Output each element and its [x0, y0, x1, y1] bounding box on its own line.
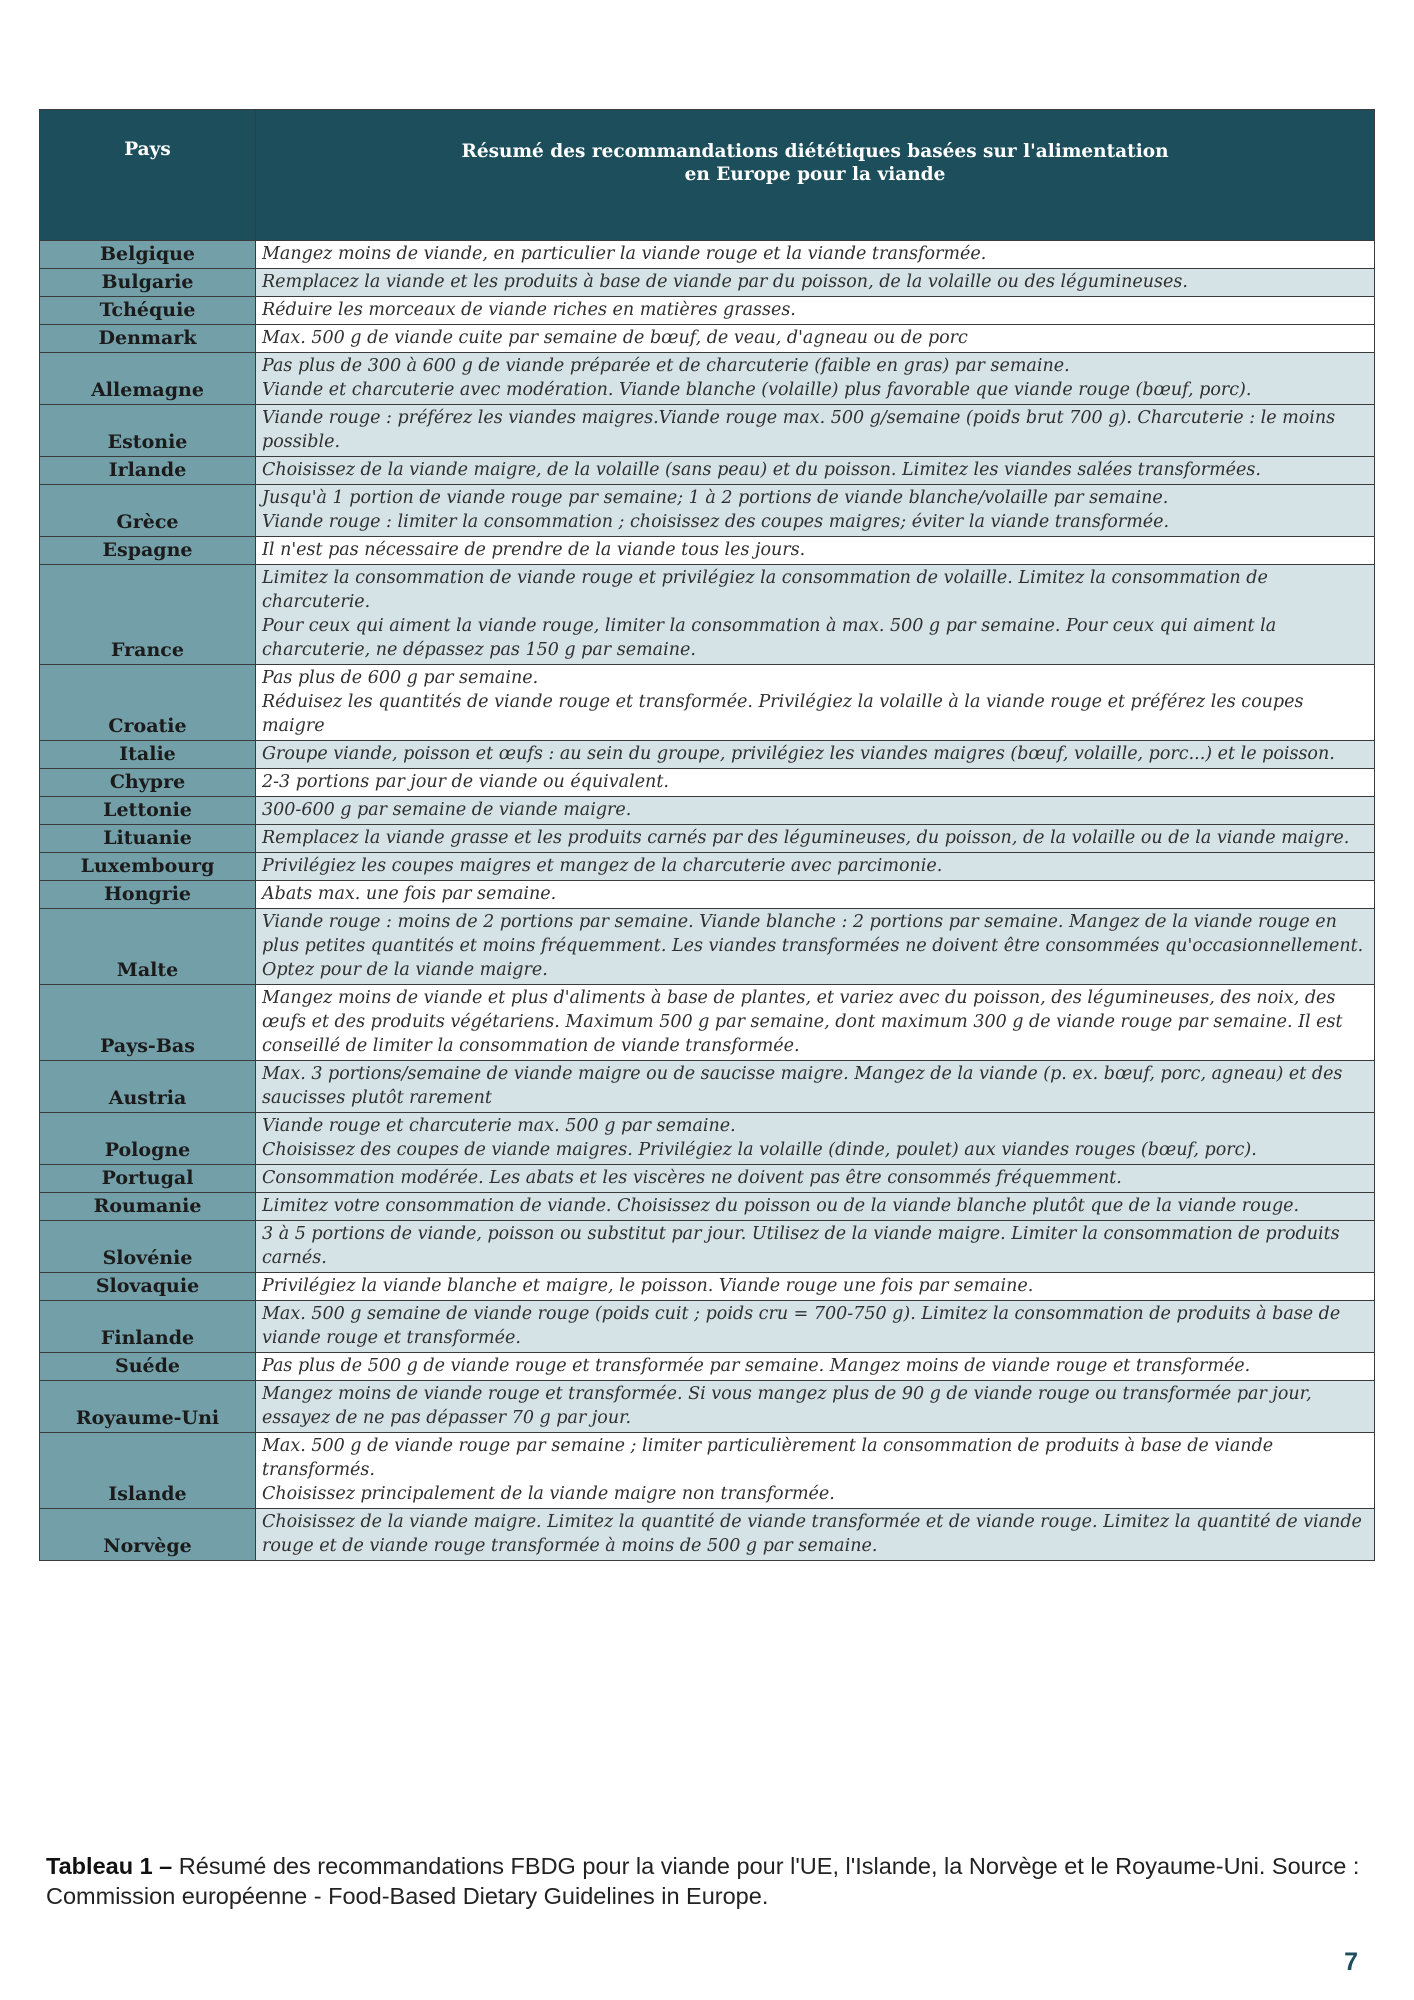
- country-cell: Roumanie: [40, 1193, 256, 1221]
- recommendation-cell: Viande rouge et charcuterie max. 500 g par semaine. Choisissez des coupes de viande maigres. Privilégiez la volaille (dinde, poulet) aux viandes rouges (bœuf, porc).: [256, 1113, 1375, 1165]
- table-row: [40, 1301, 1375, 1353]
- recommendation-cell: Mangez moins de viande et plus d'aliments à base de plantes, et variez avec du poisson, des légumineuses, des noix, des œufs et des produits végétariens. Maximum 500 g par semaine, dont maximum 300 g de viande rouge par semaine. Il est conseillé de limiter la consommation de viande transformée.: [256, 985, 1375, 1061]
- table-row: [40, 769, 1375, 797]
- recommendation-cell: Choisissez de la viande maigre. Limitez la quantité de viande transformée et de viande rouge. Limitez la quantité de viande rouge et de viande rouge transformée à moins de 500 g par semaine.: [256, 1509, 1375, 1561]
- recommendation-cell: Max. 500 g de viande rouge par semaine ; limiter particulièrement la consommation de produits à base de viande transformés. Choisissez principalement de la viande maigre non transformée.: [256, 1433, 1375, 1509]
- country-cell: Chypre: [40, 769, 256, 797]
- table-row: [40, 665, 1375, 741]
- table-row: [40, 241, 1375, 269]
- recommendation-cell: Remplacez la viande et les produits à base de viande par du poisson, de la volaille ou des légumineuses.: [256, 269, 1375, 297]
- recommendation-cell: 3 à 5 portions de viande, poisson ou substitut par jour. Utilisez de la viande maigre. Limiter la consommation de produits carnés.: [256, 1221, 1375, 1273]
- country-cell: Slovénie: [40, 1221, 256, 1273]
- table-row: [40, 909, 1375, 985]
- recommendation-cell: Max. 500 g semaine de viande rouge (poids cuit ; poids cru = 700-750 g). Limitez la consommation de produits à base de viande rouge et transformée.: [256, 1301, 1375, 1353]
- country-cell: Luxembourg: [40, 853, 256, 881]
- country-cell: Belgique: [40, 241, 256, 269]
- recommendation-cell: Jusqu'à 1 portion de viande rouge par semaine; 1 à 2 portions de viande blanche/volaille par semaine. Viande rouge : limiter la consommation ; choisissez des coupes maigres; éviter la viande transformée.: [256, 485, 1375, 537]
- recommendation-cell: Max. 3 portions/semaine de viande maigre ou de saucisse maigre. Mangez de la viande (p. ex. bœuf, porc, agneau) et des saucisses plutôt rarement: [256, 1061, 1375, 1113]
- recommendation-cell: Groupe viande, poisson et œufs : au sein du groupe, privilégiez les viandes maigres (bœuf, volaille, porc...) et le poisson.: [256, 741, 1375, 769]
- country-cell: Royaume-Uni: [40, 1381, 256, 1433]
- country-cell: Austria: [40, 1061, 256, 1113]
- table-row: [40, 1113, 1375, 1165]
- recommendation-cell: Réduire les morceaux de viande riches en matières grasses.: [256, 297, 1375, 325]
- recommendation-cell: Pas plus de 600 g par semaine. Réduisez les quantités de viande rouge et transformée. Privilégiez la volaille à la viande rouge et préférez les coupes maigre: [256, 665, 1375, 741]
- table-row: [40, 353, 1375, 405]
- table-row: [40, 485, 1375, 537]
- table-row: [40, 741, 1375, 769]
- table-caption: [46, 1851, 1376, 1911]
- recommendation-cell: Privilégiez les coupes maigres et mangez de la charcuterie avec parcimonie.: [256, 853, 1375, 881]
- table-row: [40, 825, 1375, 853]
- recommendation-cell: Il n'est pas nécessaire de prendre de la viande tous les jours.: [256, 537, 1375, 565]
- table-row: [40, 881, 1375, 909]
- caption-label: Tableau 1 –: [46, 1853, 173, 1879]
- country-cell: France: [40, 565, 256, 665]
- country-cell: Italie: [40, 741, 256, 769]
- table-row: [40, 1165, 1375, 1193]
- recommendation-cell: Max. 500 g de viande cuite par semaine de bœuf, de veau, d'agneau ou de porc: [256, 325, 1375, 353]
- meat-guidelines-table: [39, 109, 1375, 1561]
- recommendation-cell: Abats max. une fois par semaine.: [256, 881, 1375, 909]
- country-cell: Denmark: [40, 325, 256, 353]
- table-row: [40, 457, 1375, 485]
- recommendation-cell: Viande rouge : moins de 2 portions par semaine. Viande blanche : 2 portions par semaine. Mangez de la viande rouge en plus petites quantités et moins fréquemment. Les viandes transformées ne doivent être consommées qu'occasionnellement. Optez pour de la viande maigre.: [256, 909, 1375, 985]
- table-row: [40, 297, 1375, 325]
- recommendation-cell: Pas plus de 300 à 600 g de viande préparée et de charcuterie (faible en gras) par semaine. Viande et charcuterie avec modération. Viande blanche (volaille) plus favorable que viande rouge (bœuf, porc).: [256, 353, 1375, 405]
- country-cell: Grèce: [40, 485, 256, 537]
- header-summary: Résumé des recommandations diététiques basées sur l'alimentation en Europe pour la viande: [256, 110, 1375, 241]
- table-row: [40, 325, 1375, 353]
- table-body: [40, 241, 1375, 1561]
- country-cell: Suéde: [40, 1353, 256, 1381]
- table-row: [40, 537, 1375, 565]
- country-cell: Allemagne: [40, 353, 256, 405]
- recommendation-cell: 300-600 g par semaine de viande maigre.: [256, 797, 1375, 825]
- table-row: [40, 1061, 1375, 1113]
- country-cell: Lettonie: [40, 797, 256, 825]
- table-row: [40, 985, 1375, 1061]
- country-cell: Tchéquie: [40, 297, 256, 325]
- table-row: [40, 1353, 1375, 1381]
- country-cell: Espagne: [40, 537, 256, 565]
- table-header-row: [40, 110, 1375, 241]
- table-row: [40, 853, 1375, 881]
- country-cell: Pays-Bas: [40, 985, 256, 1061]
- table-row: [40, 269, 1375, 297]
- table-row: [40, 1221, 1375, 1273]
- page-number: 7: [1344, 1948, 1358, 1976]
- country-cell: Slovaquie: [40, 1273, 256, 1301]
- country-cell: Finlande: [40, 1301, 256, 1353]
- country-cell: Bulgarie: [40, 269, 256, 297]
- recommendation-cell: Remplacez la viande grasse et les produits carnés par des légumineuses, du poisson, de la volaille ou de la viande maigre.: [256, 825, 1375, 853]
- recommendation-cell: Choisissez de la viande maigre, de la volaille (sans peau) et du poisson. Limitez les viandes salées transformées.: [256, 457, 1375, 485]
- country-cell: Pologne: [40, 1113, 256, 1165]
- header-country: Pays: [40, 110, 256, 241]
- country-cell: Lituanie: [40, 825, 256, 853]
- table-row: [40, 1433, 1375, 1509]
- recommendation-cell: Mangez moins de viande rouge et transformée. Si vous mangez plus de 90 g de viande rouge ou transformée par jour, essayez de ne pas dépasser 70 g par jour.: [256, 1381, 1375, 1433]
- country-cell: Croatie: [40, 665, 256, 741]
- country-cell: Hongrie: [40, 881, 256, 909]
- table-row: [40, 565, 1375, 665]
- recommendation-cell: Pas plus de 500 g de viande rouge et transformée par semaine. Mangez moins de viande rouge et transformée.: [256, 1353, 1375, 1381]
- recommendation-cell: Privilégiez la viande blanche et maigre, le poisson. Viande rouge une fois par semaine.: [256, 1273, 1375, 1301]
- country-cell: Estonie: [40, 405, 256, 457]
- recommendation-cell: Mangez moins de viande, en particulier la viande rouge et la viande transformée.: [256, 241, 1375, 269]
- table-row: [40, 1509, 1375, 1561]
- table-row: [40, 1381, 1375, 1433]
- country-cell: Irlande: [40, 457, 256, 485]
- table-row: [40, 797, 1375, 825]
- table-row: [40, 405, 1375, 457]
- table-row: [40, 1273, 1375, 1301]
- country-cell: Portugal: [40, 1165, 256, 1193]
- recommendation-cell: Limitez la consommation de viande rouge et privilégiez la consommation de volaille. Limitez la consommation de charcuterie. Pour ceux qui aiment la viande rouge, limiter la consommation à max. 500 g par semaine. Pour ceux qui aiment la charcuterie, ne dépassez pas 150 g par semaine.: [256, 565, 1375, 665]
- country-cell: Malte: [40, 909, 256, 985]
- recommendation-cell: Consommation modérée. Les abats et les viscères ne doivent pas être consommés fréquemment.: [256, 1165, 1375, 1193]
- recommendation-cell: Viande rouge : préférez les viandes maigres.Viande rouge max. 500 g/semaine (poids brut 700 g). Charcuterie : le moins possible.: [256, 405, 1375, 457]
- recommendation-cell: 2-3 portions par jour de viande ou équivalent.: [256, 769, 1375, 797]
- recommendation-cell: Limitez votre consommation de viande. Choisissez du poisson ou de la viande blanche plutôt que de la viande rouge.: [256, 1193, 1375, 1221]
- country-cell: Norvège: [40, 1509, 256, 1561]
- table-row: [40, 1193, 1375, 1221]
- caption-text: Résumé des recommandations FBDG pour la viande pour l'UE, l'Islande, la Norvège et le Royaume-Uni. Source : Commission européenne - Food-Based Dietary Guidelines in Europe.: [46, 1853, 1360, 1909]
- country-cell: Islande: [40, 1433, 256, 1509]
